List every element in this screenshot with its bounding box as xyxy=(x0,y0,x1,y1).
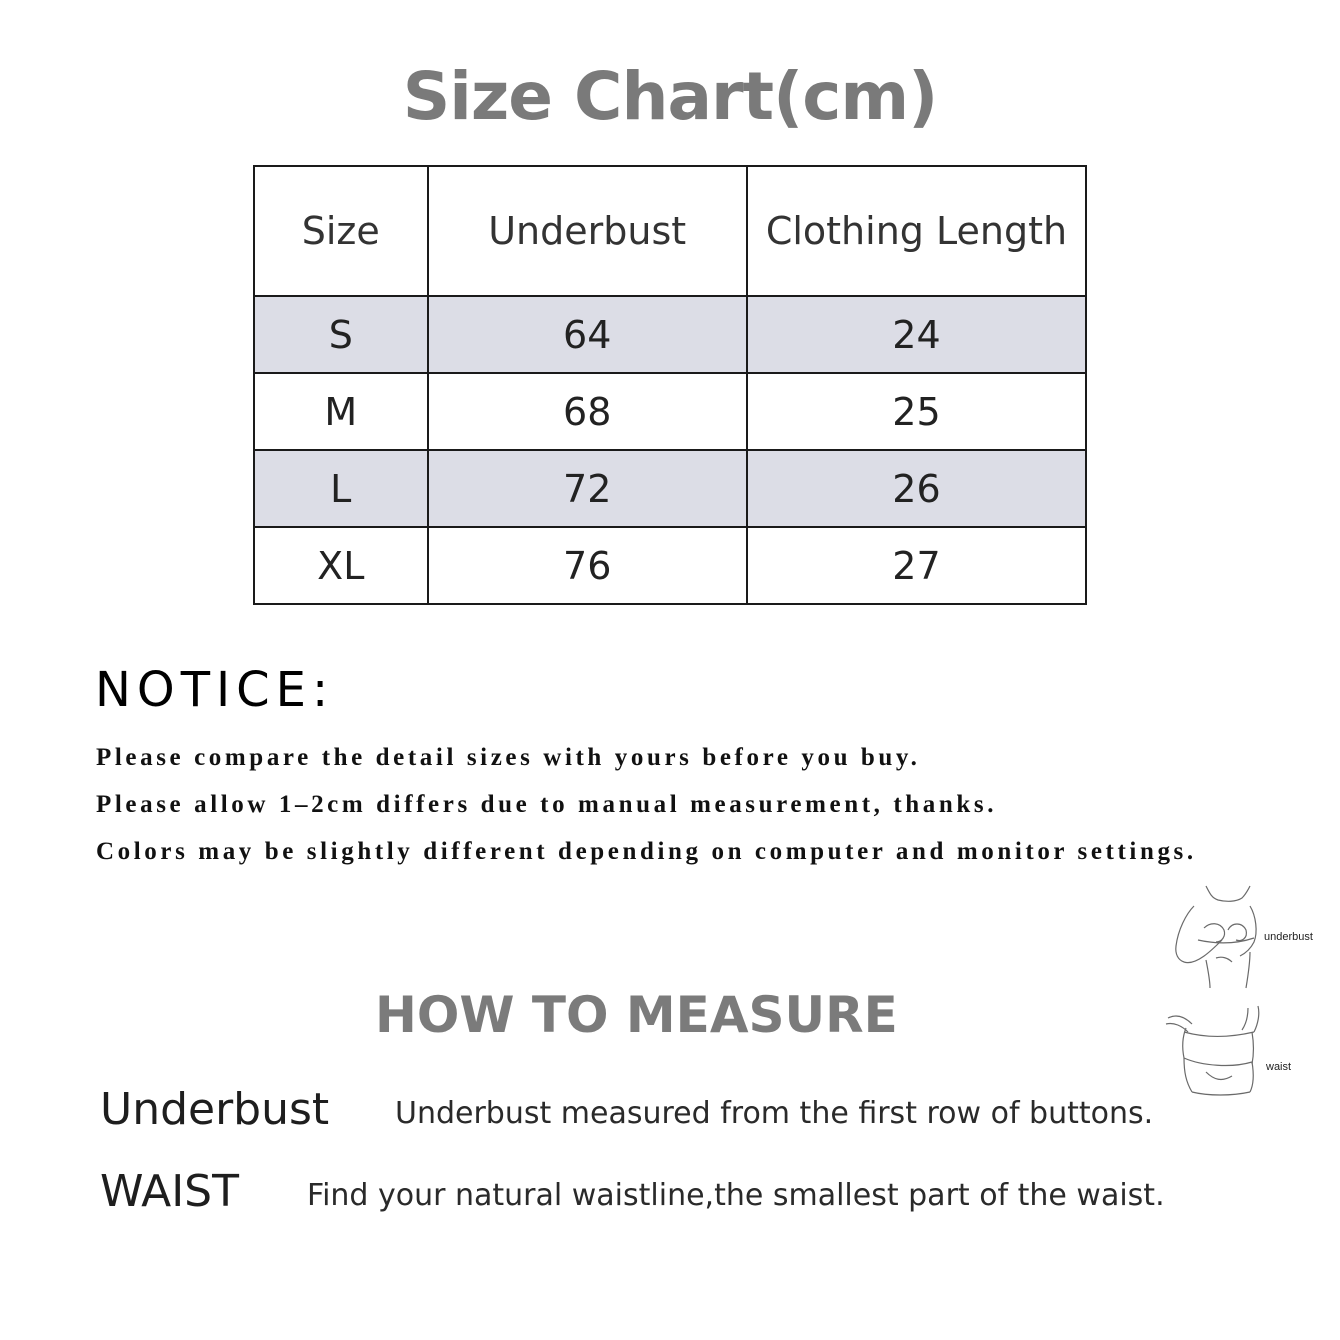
measure-item-underbust xyxy=(100,1084,1250,1144)
table-row xyxy=(254,527,1086,604)
cell-clothing-length: 24 xyxy=(747,296,1086,373)
table-row xyxy=(254,373,1086,450)
cell-underbust: 72 xyxy=(428,450,747,527)
underbust-figure-icon xyxy=(1166,880,1276,990)
table-row xyxy=(254,450,1086,527)
cell-size: S xyxy=(254,296,428,373)
measure-term: Underbust xyxy=(100,1084,330,1135)
table-row xyxy=(254,296,1086,373)
notice-heading: NOTICE: xyxy=(95,662,335,718)
cell-size: L xyxy=(254,450,428,527)
measure-term: WAIST xyxy=(100,1166,239,1217)
measure-item-waist xyxy=(100,1166,1250,1226)
underbust-figure-label: underbust xyxy=(1264,931,1313,943)
cell-underbust: 76 xyxy=(428,527,747,604)
notice-line: Colors may be slightly different depending on computer and monitor settings. xyxy=(96,838,1197,865)
size-chart-table xyxy=(253,165,1087,605)
waist-figure-icon xyxy=(1162,1002,1272,1097)
measurement-figures xyxy=(1160,880,1338,1100)
cell-underbust: 68 xyxy=(428,373,747,450)
measure-description: Find your natural waistline,the smallest part of the waist. xyxy=(307,1178,1165,1213)
cell-clothing-length: 25 xyxy=(747,373,1086,450)
cell-size: XL xyxy=(254,527,428,604)
cell-size: M xyxy=(254,373,428,450)
page-title: Size Chart(cm) xyxy=(402,58,938,135)
cell-clothing-length: 27 xyxy=(747,527,1086,604)
header-clothing-length: Clothing Length xyxy=(747,166,1086,296)
how-to-measure-heading: HOW TO MEASURE xyxy=(375,986,898,1044)
table-header-row xyxy=(254,166,1086,296)
waist-figure-label: waist xyxy=(1266,1061,1292,1073)
header-size: Size xyxy=(254,166,428,296)
header-underbust: Underbust xyxy=(428,166,747,296)
cell-underbust: 64 xyxy=(428,296,747,373)
notice-line: Please allow 1–2cm differs due to manual measurement, thanks. xyxy=(96,791,998,818)
notice-list xyxy=(96,738,1197,879)
cell-clothing-length: 26 xyxy=(747,450,1086,527)
measure-description: Underbust measured from the first row of buttons. xyxy=(395,1096,1154,1131)
notice-line: Please compare the detail sizes with yours before you buy. xyxy=(96,744,921,771)
